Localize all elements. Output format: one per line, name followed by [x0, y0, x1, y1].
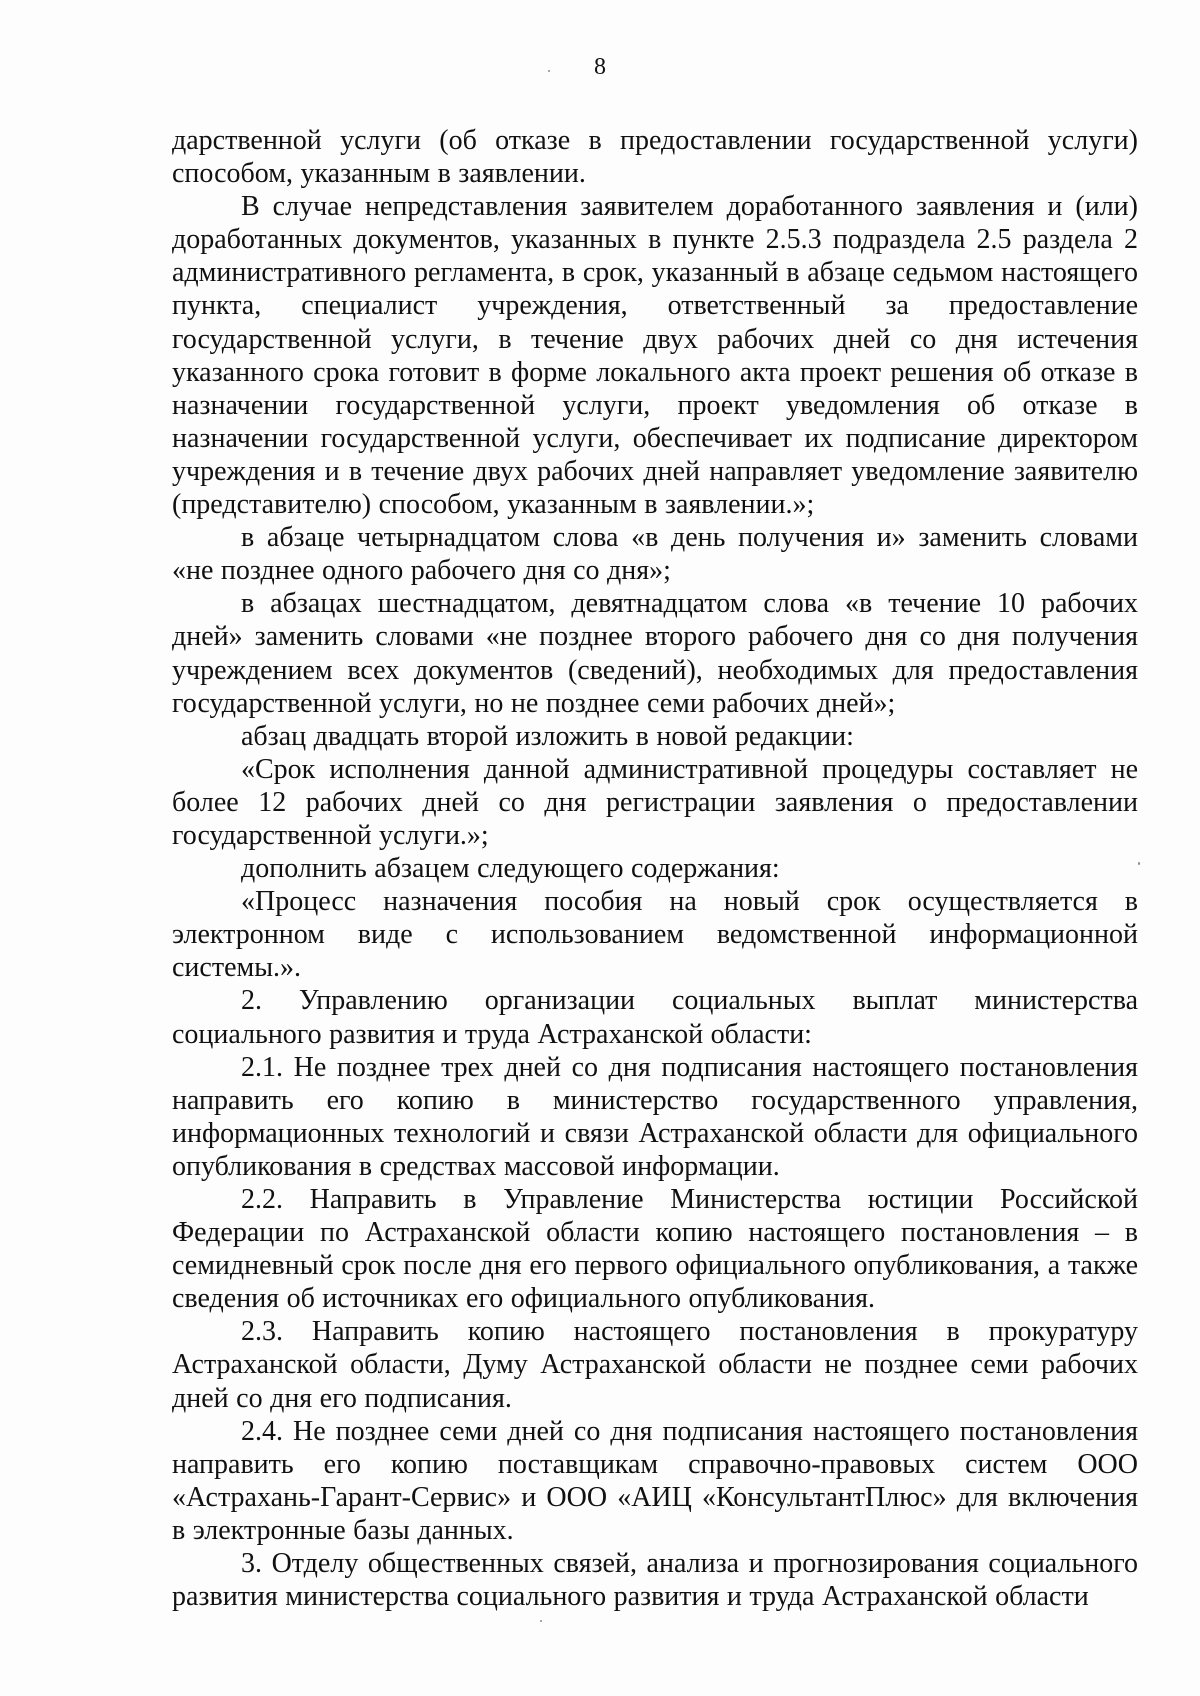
- paragraph: дополнить абзацем следующего содержания:: [241, 853, 780, 885]
- paragraph: 3. Отделу общественных связей, анализа и прогнозирования социального развития министерства социального развития и труда Астраханской области: [172, 1548, 1138, 1613]
- paragraph: 2.3. Направить копию настоящего постановления в прокуратуру Астраханской области, Думу Астраханской области не позднее семи рабочих дней со дня его подписания.: [172, 1316, 1138, 1414]
- scan-speck: [548, 70, 550, 72]
- paragraph: 2. Управлению организации социальных выплат министерства социального развития и труда Астраханской области:: [172, 985, 1138, 1050]
- page-number: 8: [594, 54, 606, 80]
- paragraph: в абзаце четырнадцатом слова «в день получения и» заменить словами «не позднее одного рабочего дня со дня»;: [172, 522, 1138, 587]
- paragraph: «Процесс назначения пособия на новый срок осуществляется в электронном виде с использованием ведомственной информационной системы.».: [172, 886, 1138, 984]
- paragraph: абзац двадцать второй изложить в новой редакции:: [241, 720, 854, 752]
- scan-speck: [1138, 862, 1140, 865]
- paragraph: дарственной услуги (об отказе в предоставлении государственной услуги) способом, указанным в заявлении.: [172, 125, 1138, 190]
- paragraph: 2.4. Не позднее семи дней со дня подписания настоящего постановления направить его копию поставщикам справочно-правовых систем ООО «Астрахань-Гарант-Сервис» и ООО «АИЦ «КонсультантПлюс» для включения в электронные базы данных.: [172, 1415, 1138, 1546]
- scan-speck: [540, 1620, 542, 1622]
- paragraph: 2.1. Не позднее трех дней со дня подписания настоящего постановления направить его копию в министерство государственного управления, информационных технологий и связи Астраханской области для официального опубликования в средствах массовой информации.: [172, 1051, 1138, 1182]
- document-body: [172, 124, 1138, 1613]
- paragraph: 2.2. Направить в Управление Министерства юстиции Российской Федерации по Астраханской области копию настоящего постановления – в семидневный срок после дня его первого официального опубликования, а также сведения об источниках его официального опубликования.: [172, 1184, 1138, 1315]
- paragraph: в абзацах шестнадцатом, девятнадцатом слова «в течение 10 рабочих дней» заменить словами «не позднее второго рабочего дня со дня получения учреждением всех документов (сведений), необходимых для предоставления государственной услуги, но не позднее семи рабочих дней»;: [172, 588, 1138, 719]
- paragraph: В случае непредставления заявителем доработанного заявления и (или) доработанных документов, указанных в пункте 2.5.3 подраздела 2.5 раздела 2 административного регламента, в срок, указанный в абзаце седьмом настоящего пункта, специалист учреждения, ответственный за предоставление государственной услуги, в течение двух рабочих дней со дня истечения указанного срока готовит в форме локального акта проект решения об отказе в назначении государственной услуги, проект уведомления об отказе в назначении государственной услуги, обеспечивает их подписание директором учреждения и в течение двух рабочих дней направляет уведомление заявителю (представителю) способом, указанным в заявлении.»;: [172, 191, 1138, 521]
- paragraph: «Срок исполнения данной административной процедуры составляет не более 12 рабочих дней со дня регистрации заявления о предоставлении государственной услуги.»;: [172, 753, 1138, 851]
